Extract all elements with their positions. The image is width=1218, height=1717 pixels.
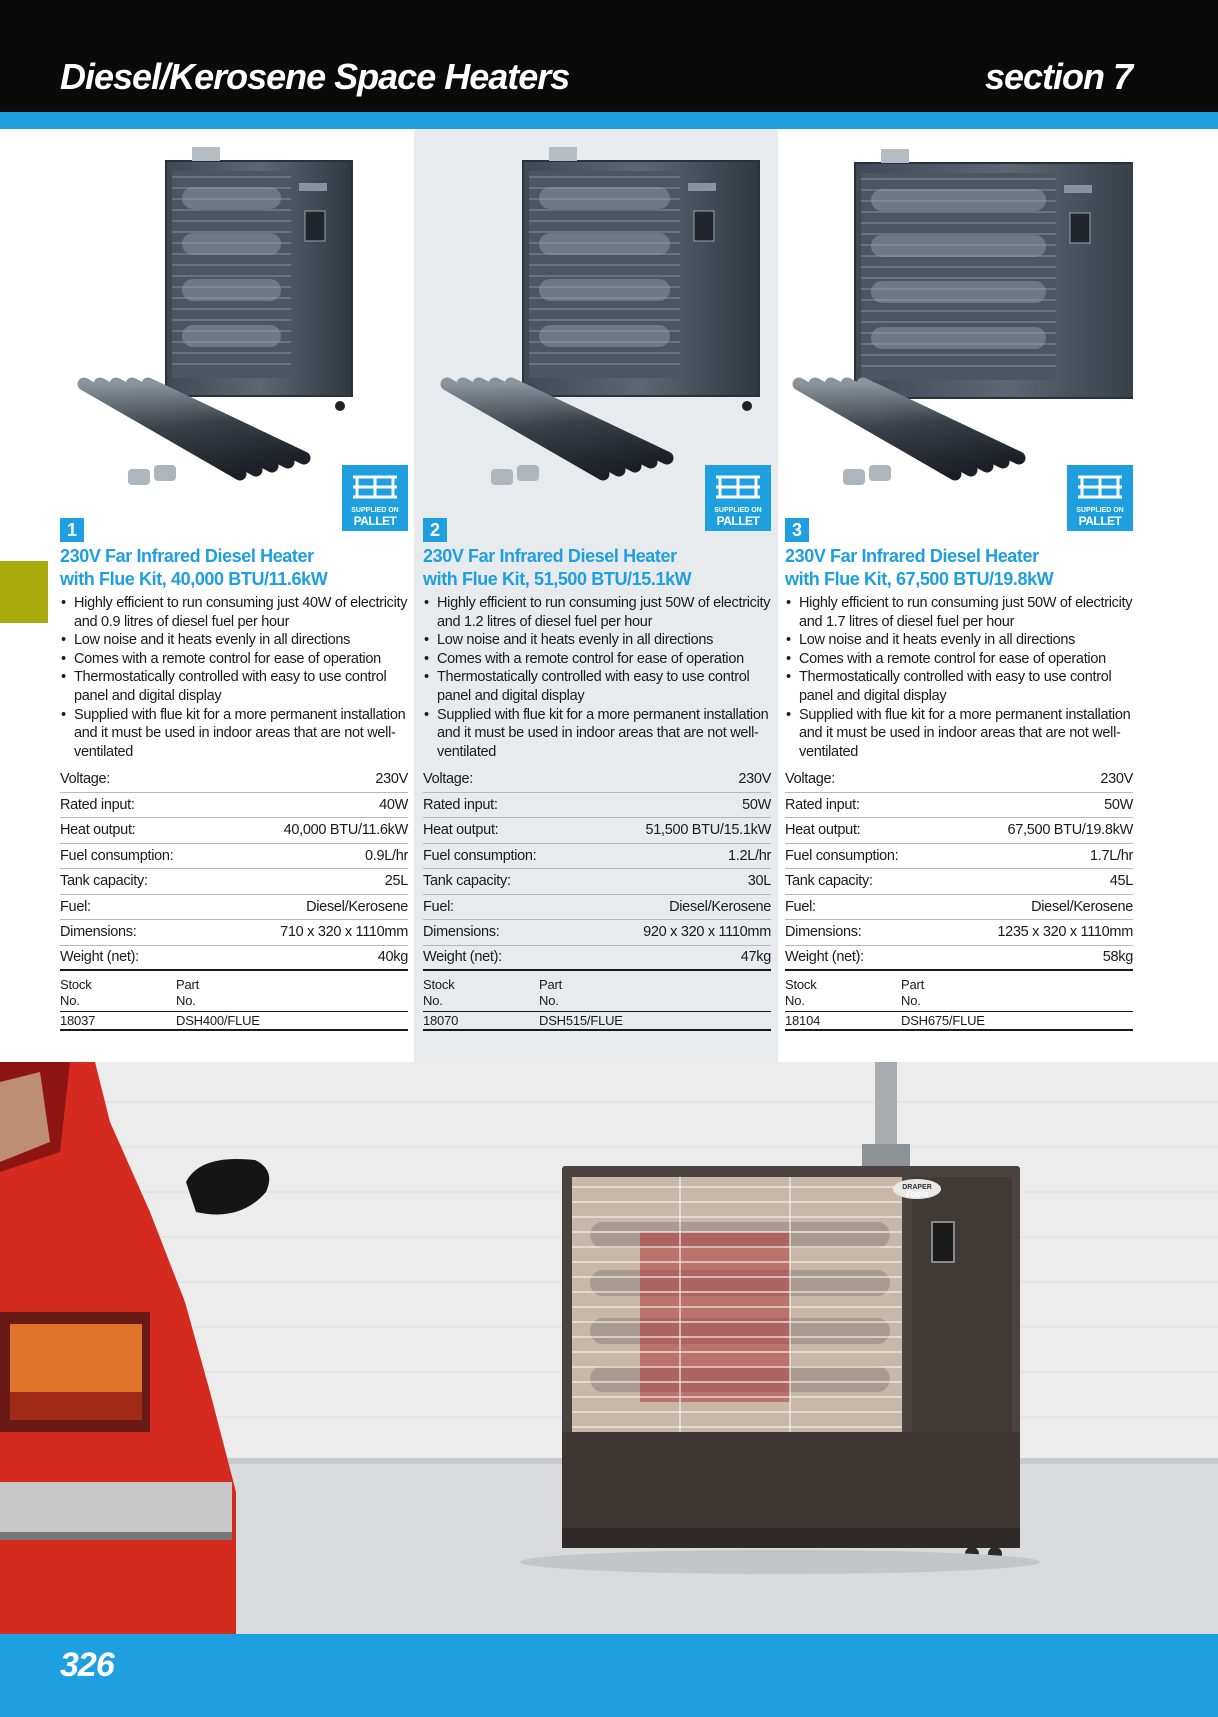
feature-item: • Highly efficient to run consuming just 40W of electricity and 0.9 litres of diesel fuel per hour: [60, 594, 408, 631]
spec-value: 58kg: [1102, 949, 1133, 966]
spec-label: Rated input:: [423, 796, 498, 813]
page-header: [0, 0, 1218, 112]
stock-header-line-2: No.: [785, 993, 805, 1008]
spec-row-heat-output: [785, 818, 1133, 844]
spec-value: 1.7L/hr: [1089, 847, 1133, 864]
product-title-line-2: with Flue Kit, 51,500 BTU/15.1kW: [423, 569, 692, 589]
spec-row-heat-output: [60, 818, 408, 844]
feature-item: • Supplied with flue kit for a more permanent installation and it must be used in indoor areas that are not well-ventilated: [423, 706, 771, 762]
scene-logo-bottom: Tools: [905, 1189, 929, 1199]
stock-no-header: [785, 977, 901, 1011]
pallet-badge: [342, 465, 408, 531]
garage-scene-illustration: [0, 1062, 1218, 1634]
spec-label: Dimensions:: [785, 924, 862, 941]
feature-item: • Supplied with flue kit for a more permanent installation and it must be used in indoor areas that are not well-ventilated: [60, 706, 408, 762]
part-header-line-1: Part: [901, 977, 925, 992]
section-label: section 7: [984, 56, 1132, 97]
header-stripe: [0, 112, 1218, 129]
stock-header-line-2: No.: [60, 993, 80, 1008]
pallet-badge-big-text: PALLET: [716, 514, 760, 528]
part-header-line-2: No.: [901, 993, 921, 1008]
pallet-badge: [1067, 465, 1133, 531]
spec-label: Dimensions:: [423, 924, 500, 941]
feature-list: [423, 594, 771, 761]
spec-row-weight: [785, 946, 1133, 972]
stock-row: [785, 1012, 1133, 1031]
stock-no-header: [60, 977, 176, 1011]
spec-label: Heat output:: [785, 822, 861, 839]
spec-row-voltage: [60, 767, 408, 793]
spec-value: 40,000 BTU/11.6kW: [283, 822, 408, 839]
product-title: [785, 545, 1133, 591]
spec-label: Fuel:: [785, 898, 816, 915]
pallet-badge-small-text: SUPPLIED ON: [1076, 507, 1124, 514]
product-title-line-2: with Flue Kit, 67,500 BTU/19.8kW: [785, 569, 1054, 589]
spec-value: 40W: [379, 796, 408, 813]
stock-header-line-1: Stock: [785, 977, 817, 992]
product-title: [423, 545, 771, 591]
product-title-line-1: 230V Far Infrared Diesel Heater: [785, 546, 1039, 566]
spec-label: Tank capacity:: [423, 873, 511, 890]
page-number: 326: [60, 1646, 114, 1684]
feature-item: • Thermostatically controlled with easy to use control panel and digital display: [785, 668, 1133, 705]
product-number-badge: 1: [60, 518, 84, 542]
spec-label: Heat output:: [60, 822, 136, 839]
stock-table-header: [423, 977, 771, 1012]
product-title: [60, 545, 408, 591]
product-column-1: [60, 129, 408, 1028]
spec-row-fuel: [60, 895, 408, 921]
spec-label: Fuel consumption:: [60, 847, 174, 864]
product-number-badge: 3: [785, 518, 809, 542]
feature-item: • Low noise and it heats evenly in all directions: [60, 631, 408, 650]
part-no-header: [176, 977, 199, 1011]
spec-value: 50W: [1104, 796, 1133, 813]
pallet-badge-small-text: SUPPLIED ON: [351, 507, 399, 514]
pallet-badge-big-text: PALLET: [1078, 514, 1122, 528]
spec-row-fuel: [785, 895, 1133, 921]
spec-value: 30L: [747, 873, 771, 890]
spec-value: 920 x 320 x 1110mm: [643, 924, 771, 941]
feature-item: • Comes with a remote control for ease of operation: [60, 650, 408, 669]
feature-item: • Low noise and it heats evenly in all directions: [785, 631, 1133, 650]
spec-label: Rated input:: [785, 796, 860, 813]
spec-value: 1.2L/hr: [727, 847, 771, 864]
product-number-badge: 2: [423, 518, 447, 542]
spec-label: Weight (net):: [60, 949, 139, 966]
feature-item: • Comes with a remote control for ease of operation: [423, 650, 771, 669]
spec-row-rated-input: [60, 793, 408, 819]
spec-row-dimensions: [423, 920, 771, 946]
spec-value: 25L: [384, 873, 408, 890]
garage-scene-photo: [0, 1062, 1218, 1634]
stock-row: [60, 1012, 408, 1031]
part-header-line-1: Part: [176, 977, 200, 992]
pallet-badge: [705, 465, 771, 531]
stock-header-line-1: Stock: [60, 977, 92, 992]
part-number: DSH400/FLUE: [176, 1012, 260, 1028]
spec-value: 40kg: [377, 949, 408, 966]
spec-row-weight: [423, 946, 771, 972]
product-image: [423, 129, 771, 540]
part-header-line-2: No.: [176, 993, 196, 1008]
product-title-line-1: 230V Far Infrared Diesel Heater: [60, 546, 314, 566]
spec-label: Fuel consumption:: [785, 847, 899, 864]
spec-label: Fuel:: [423, 898, 454, 915]
spec-value: 230V: [738, 771, 771, 788]
spec-row-dimensions: [60, 920, 408, 946]
stock-header-line-1: Stock: [423, 977, 455, 992]
page-footer: [0, 1634, 1218, 1717]
spec-row-rated-input: [785, 793, 1133, 819]
pallet-badge-big-text: PALLET: [353, 514, 397, 528]
spec-label: Tank capacity:: [785, 873, 873, 890]
spec-row-voltage: [785, 767, 1133, 793]
product-image: [60, 129, 408, 540]
spec-value: Diesel/Kerosene: [306, 898, 408, 915]
product-title-line-1: 230V Far Infrared Diesel Heater: [423, 546, 677, 566]
spec-table: [60, 767, 408, 971]
feature-item: • Low noise and it heats evenly in all directions: [423, 631, 771, 650]
feature-item: • Highly efficient to run consuming just 50W of electricity and 1.7 litres of diesel fuel per hour: [785, 594, 1133, 631]
feature-list: [60, 594, 408, 761]
stock-number: 18070: [423, 1012, 459, 1028]
spec-value: 1235 x 320 x 1110mm: [997, 924, 1133, 941]
stock-header-line-2: No.: [423, 993, 443, 1008]
spec-value: 50W: [742, 796, 771, 813]
product-image: [785, 129, 1133, 540]
spec-value: 51,500 BTU/15.1kW: [645, 822, 771, 839]
spec-table: [785, 767, 1133, 971]
spec-label: Rated input:: [60, 796, 135, 813]
spec-value: 45L: [1109, 873, 1133, 890]
spec-row-fuel-consumption: [785, 844, 1133, 870]
spec-row-weight: [60, 946, 408, 972]
spec-row-fuel-consumption: [423, 844, 771, 870]
spec-row-tank-capacity: [423, 869, 771, 895]
scene-logo-top: DRAPER: [902, 1184, 932, 1191]
product-column-2: [423, 129, 771, 1028]
page-title: Diesel/Kerosene Space Heaters: [60, 56, 570, 97]
pallet-icon: [351, 473, 399, 501]
section-side-tab: [0, 561, 48, 623]
feature-item: • Thermostatically controlled with easy to use control panel and digital display: [60, 668, 408, 705]
stock-number: 18037: [60, 1012, 96, 1028]
spec-value: 0.9L/hr: [364, 847, 408, 864]
stock-table: [785, 977, 1133, 1031]
stock-table: [60, 977, 408, 1031]
spec-value: Diesel/Kerosene: [669, 898, 771, 915]
pallet-badge-small-text: SUPPLIED ON: [714, 507, 762, 514]
feature-list: [785, 594, 1133, 761]
spec-row-fuel: [423, 895, 771, 921]
spec-label: Dimensions:: [60, 924, 137, 941]
part-no-header: [901, 977, 924, 1011]
spec-label: Weight (net):: [423, 949, 502, 966]
spec-row-heat-output: [423, 818, 771, 844]
product-title-line-2: with Flue Kit, 40,000 BTU/11.6kW: [60, 569, 328, 589]
feature-item: • Thermostatically controlled with easy to use control panel and digital display: [423, 668, 771, 705]
spec-value: 67,500 BTU/19.8kW: [1007, 822, 1133, 839]
stock-number: 18104: [785, 1012, 821, 1028]
spec-value: Diesel/Kerosene: [1031, 898, 1133, 915]
part-no-header: [539, 977, 562, 1011]
spec-value: 230V: [1100, 771, 1133, 788]
spec-row-rated-input: [423, 793, 771, 819]
spec-value: 47kg: [740, 949, 771, 966]
spec-label: Voltage:: [785, 771, 836, 788]
spec-table: [423, 767, 771, 971]
spec-label: Heat output:: [423, 822, 499, 839]
spec-row-fuel-consumption: [60, 844, 408, 870]
feature-item: • Comes with a remote control for ease of operation: [785, 650, 1133, 669]
spec-row-dimensions: [785, 920, 1133, 946]
part-number: DSH675/FLUE: [901, 1012, 985, 1028]
spec-value: 230V: [375, 771, 408, 788]
spec-label: Voltage:: [60, 771, 111, 788]
spec-label: Voltage:: [423, 771, 474, 788]
spec-row-tank-capacity: [60, 869, 408, 895]
spec-row-tank-capacity: [785, 869, 1133, 895]
spec-label: Tank capacity:: [60, 873, 148, 890]
stock-table-header: [785, 977, 1133, 1012]
feature-item: • Highly efficient to run consuming just 50W of electricity and 1.2 litres of diesel fuel per hour: [423, 594, 771, 631]
spec-row-voltage: [423, 767, 771, 793]
product-column-3: [785, 129, 1133, 1028]
part-header-line-2: No.: [539, 993, 559, 1008]
stock-table: [423, 977, 771, 1031]
stock-table-header: [60, 977, 408, 1012]
pallet-icon: [714, 473, 762, 501]
spec-value: 710 x 320 x 1110mm: [280, 924, 408, 941]
part-number: DSH515/FLUE: [539, 1012, 623, 1028]
part-header-line-1: Part: [539, 977, 563, 992]
spec-label: Fuel consumption:: [423, 847, 537, 864]
pallet-icon: [1076, 473, 1124, 501]
feature-item: • Supplied with flue kit for a more permanent installation and it must be used in indoor areas that are not well-ventilated: [785, 706, 1133, 762]
spec-label: Fuel:: [60, 898, 91, 915]
spec-label: Weight (net):: [785, 949, 864, 966]
stock-row: [423, 1012, 771, 1031]
stock-no-header: [423, 977, 539, 1011]
